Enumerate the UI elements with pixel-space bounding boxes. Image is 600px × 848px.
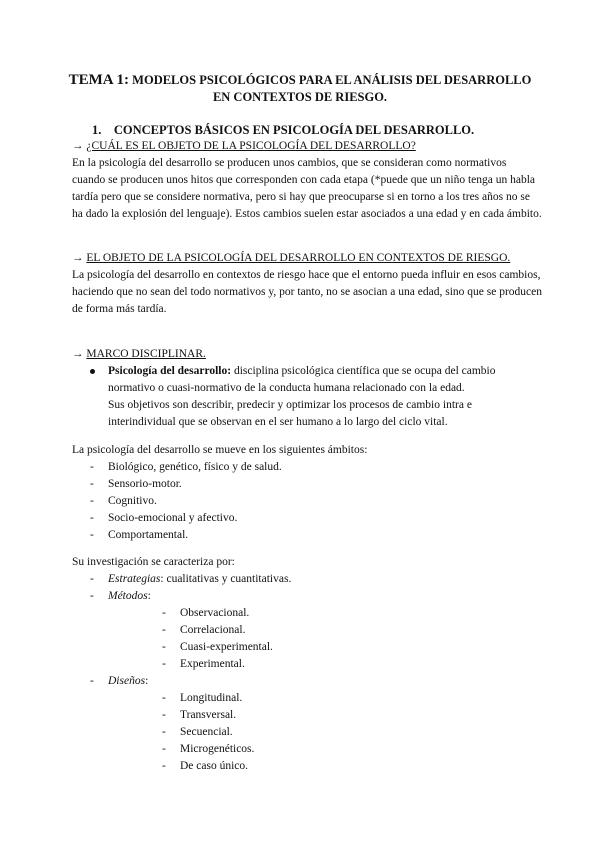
question-block-riesgo bbox=[72, 250, 542, 318]
sub-list-item: - Observacional. bbox=[108, 605, 542, 622]
question-block-objeto bbox=[72, 138, 542, 223]
sub-list-item: - Microgenéticos. bbox=[108, 741, 542, 758]
title-prefix: TEMA 1: bbox=[68, 72, 130, 88]
label-metodos: Métodos bbox=[108, 590, 148, 602]
marco-heading-text: MARCO DISCIPLINAR. bbox=[86, 348, 206, 360]
section-number: 1. bbox=[92, 123, 102, 137]
arrow-icon: → bbox=[72, 140, 84, 152]
list-item: - Socio-emocional y afectivo. bbox=[72, 510, 542, 527]
question-heading bbox=[72, 250, 542, 267]
dash-list bbox=[72, 571, 542, 775]
section-heading bbox=[92, 122, 562, 139]
label-estrategias: Estrategias bbox=[108, 573, 161, 585]
question-heading-text: EL OBJETO DE LA PSICOLOGÍA DEL DESARROLLO EN CONTEXTOS DE RIESGO. bbox=[86, 252, 511, 264]
ambitos-block bbox=[72, 442, 542, 544]
list-item bbox=[72, 571, 542, 588]
arrow-icon: → bbox=[72, 252, 84, 264]
sub-list bbox=[108, 605, 542, 673]
question-heading bbox=[72, 138, 542, 155]
definition: disciplina psicológica científica que se ocupa del cambio normativo o cuasi-normativo de la conducta humana relacionado con la edad. bbox=[108, 365, 496, 394]
bullet-list bbox=[72, 363, 542, 431]
term: Psicología del desarrollo: bbox=[108, 365, 232, 377]
paragraph: En la psicología del desarrollo se producen unos cambios, que se consideran como normativos cuando se producen unos hitos que corresponden con cada etapa (*puede que un niño tenga un habla tardía pero que se considere normativa, pero si hay que preocuparse si en torno a los tres años no se ha dado la explosión del lenguaje). Estos cambios suelen estar asociados a una edad y en cada ámbito. bbox=[72, 157, 542, 220]
sub-list-item: - Transversal. bbox=[108, 707, 542, 724]
dash-list bbox=[72, 459, 542, 544]
label-disenos: Diseños bbox=[108, 675, 146, 687]
colon: : bbox=[145, 675, 149, 687]
section-title: CONCEPTOS BÁSICOS EN PSICOLOGÍA DEL DESARROLLO. bbox=[113, 123, 475, 137]
marco-block bbox=[72, 346, 542, 431]
list-item: - Comportamental. bbox=[72, 527, 542, 544]
paragraph: La psicología del desarrollo en contextos de riesgo hace que el entorno pueda influir en esos cambios, haciendo que no sean del todo normativos y, por tanto, no se asocian a una edad, sino que se producen de forma más tardía. bbox=[72, 269, 542, 315]
list-item bbox=[72, 673, 542, 775]
investigacion-block bbox=[72, 554, 542, 775]
colon: : bbox=[147, 590, 151, 602]
sub-list-item: - Correlacional. bbox=[108, 622, 542, 639]
sub-list-item: - Longitudinal. bbox=[108, 690, 542, 707]
title-text: MODELOS PSICOLÓGICOS PARA EL ANÁLISIS DEL DESARROLLO EN CONTEXTOS DE RIESGO. bbox=[129, 73, 532, 104]
list-item bbox=[72, 588, 542, 673]
paragraph: Su investigación se caracteriza por: bbox=[72, 556, 235, 568]
list-item: - Cognitivo. bbox=[72, 493, 542, 510]
paragraph: La psicología del desarrollo se mueve en los siguientes ámbitos: bbox=[72, 444, 368, 456]
objectives: Sus objetivos son describir, predecir y optimizar los procesos de cambio intra e interindividual que se observan en el ser humano a lo largo del ciclo vital. bbox=[108, 399, 472, 428]
list-item: - Biológico, genético, físico y de salud. bbox=[72, 459, 542, 476]
marco-heading bbox=[72, 346, 542, 363]
sub-list bbox=[108, 690, 542, 775]
value-estrategias: : cualitativas y cuantitativas. bbox=[160, 573, 292, 585]
sub-list-item: - Secuencial. bbox=[108, 724, 542, 741]
sub-list-item: - Cuasi-experimental. bbox=[108, 639, 542, 656]
sub-list-item: - De caso único. bbox=[108, 758, 542, 775]
arrow-icon: → bbox=[72, 348, 84, 360]
page-title bbox=[60, 72, 540, 106]
list-item: - Sensorio-motor. bbox=[72, 476, 542, 493]
question-heading-text: ¿CUÁL ES EL OBJETO DE LA PSICOLOGÍA DEL DESARROLLO? bbox=[86, 140, 416, 152]
sub-list-item: - Experimental. bbox=[108, 656, 542, 673]
list-item bbox=[72, 363, 542, 431]
